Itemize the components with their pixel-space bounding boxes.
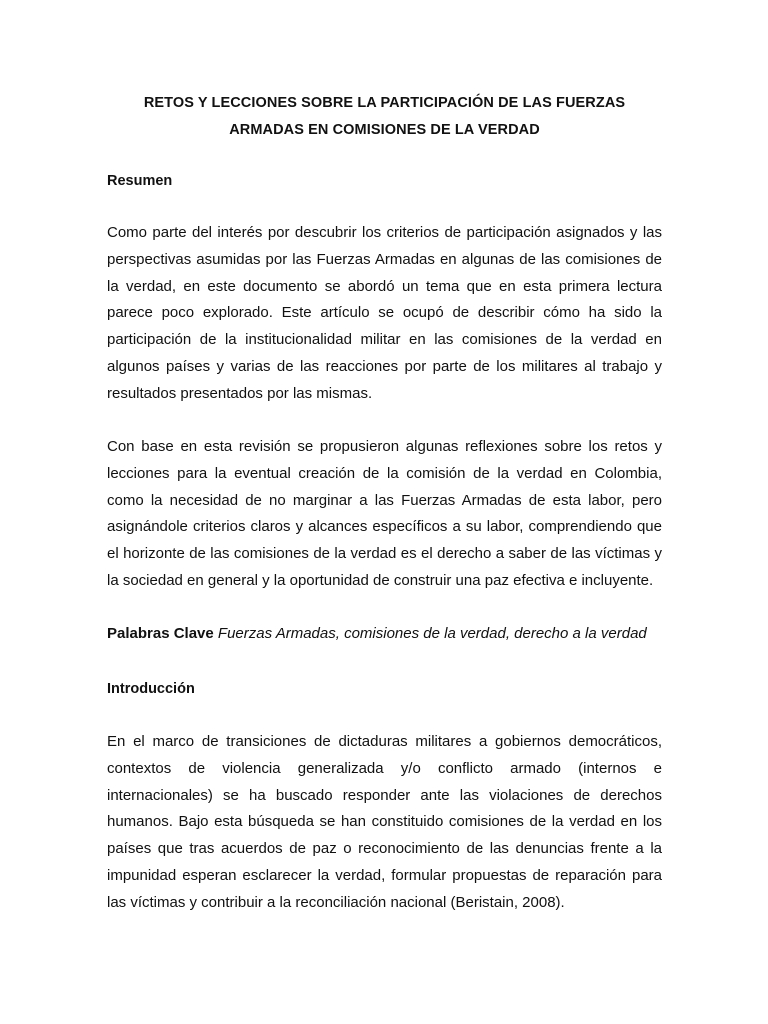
title-line-2: ARMADAS EN COMISIONES DE LA VERDAD xyxy=(229,122,540,138)
paragraph-line: resultados presentados por las mismas. xyxy=(107,384,373,402)
title-line-1: RETOS Y LECCIONES SOBRE LA PARTICIPACIÓN DE LAS FUERZAS xyxy=(143,95,626,111)
paragraph-line: la sociedad en general y la oportunidad de construir una paz efectiva e incluyente. xyxy=(107,571,654,589)
paragraph-line: internacionales) se ha buscado responder ante las violaciones de derechos xyxy=(107,786,662,804)
paragraph-line: lecciones para la eventual creación de la comisión de la verdad en Colombia, xyxy=(107,464,662,482)
paragraph-line: como la necesidad de no marginar a las Fuerzas Armadas de esta labor, pero xyxy=(107,491,662,509)
paragraph-line: algunos países y varias de las reacciones por parte de los militares al trabajo y xyxy=(107,357,662,375)
document-title xyxy=(107,90,662,144)
paragraph-line: parece poco explorado. Este artículo se ocupó de describir cómo ha sido la xyxy=(107,304,662,322)
keywords-label: Palabras Clave xyxy=(107,625,214,642)
paragraph-line: asignándole criterios claros y alcances específicos a su labor, comprendiendo que xyxy=(107,518,662,536)
paragraph-line: En el marco de transiciones de dictaduras militares a gobiernos democráticos, xyxy=(107,733,662,750)
abstract-paragraph-2 xyxy=(107,434,662,595)
paragraph-line: perspectivas asumidas por las Fuerzas Armadas en algunas de las comisiones de xyxy=(107,250,662,268)
paragraph-line: contextos de violencia generalizada y/o conflicto armado (internos e xyxy=(107,759,662,777)
paragraph-line: Con base en esta revisión se propusieron algunas reflexiones sobre los retos y xyxy=(107,438,662,455)
paragraph-line: participación de la institucionalidad militar en las comisiones de la verdad en xyxy=(107,331,662,349)
introduction-heading: Introducción xyxy=(107,681,195,697)
paragraph-line: impunidad esperan esclarecer la verdad, formular propuestas de reparación para xyxy=(107,866,662,884)
paragraph-line: países que tras acuerdos de paz o reconocimiento de las denuncias frente a la xyxy=(107,840,662,858)
paragraph-line: las víctimas y contribuir a la reconciliación nacional (Beristain, 2008). xyxy=(107,893,565,911)
introduction-paragraph xyxy=(107,729,662,917)
paragraph-line: humanos. Bajo esta búsqueda se han constituido comisiones de la verdad en los xyxy=(107,813,662,831)
abstract-heading: Resumen xyxy=(107,173,173,189)
keywords-text: Fuerzas Armadas, comisiones de la verdad, derecho a la verdad xyxy=(217,625,647,642)
abstract-paragraph-1 xyxy=(107,220,662,408)
paragraph-line: la verdad, en este documento se abordó un tema que en esta primera lectura xyxy=(107,277,662,295)
paragraph-line: el horizonte de las comisiones de la verdad es el derecho a saber de las víctimas y xyxy=(107,545,662,563)
paragraph-line: Como parte del interés por descubrir los criterios de participación asignados y las xyxy=(107,224,662,241)
keywords xyxy=(107,624,647,644)
document-page xyxy=(107,0,662,1024)
